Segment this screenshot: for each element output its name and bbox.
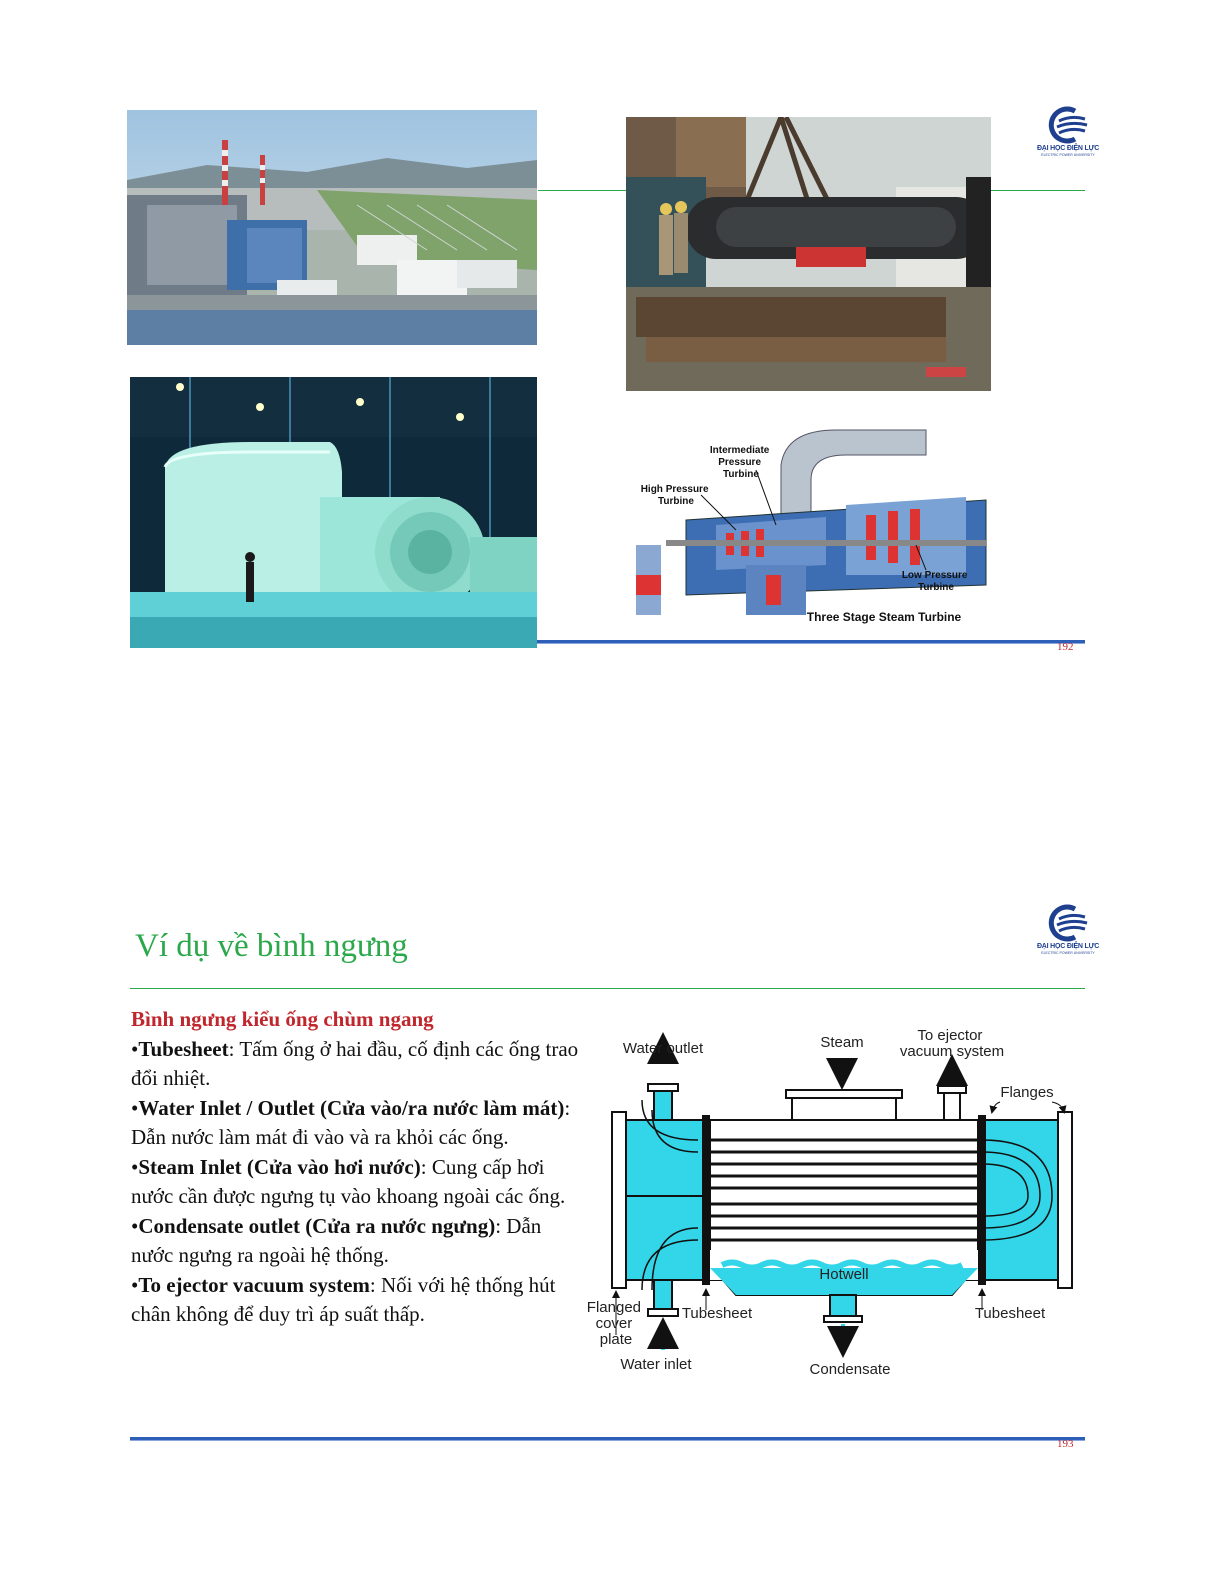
list-item: •Condensate outlet (Cửa ra nước ngưng): Dẫn nước ngưng ra ngoài hệ thống. (131, 1213, 542, 1267)
label-to-ejector: To ejector vacuum system (899, 1027, 1005, 1060)
turbine-rotor-lifting-photo (626, 117, 991, 391)
label-condensate: Condensate (809, 1361, 891, 1378)
list-item: •Water Inlet / Outlet (Cửa vào/ra nước làm mát): Dẫn nước làm mát đi vào và ra khỏi các ống. (131, 1095, 571, 1149)
power-plant-aerial-photo (127, 110, 537, 345)
header-rule-segment (990, 190, 1085, 191)
turbine-caption: Three Stage Steam Turbine (806, 610, 962, 624)
page-number: 193 (1057, 1438, 1074, 1450)
logo-subtitle: ELECTRIC POWER UNIVERSITY (1041, 951, 1095, 955)
university-logo-icon (1045, 903, 1091, 943)
list-item: •Steam Inlet (Cửa vào hơi nước): Cung cấp hơi nước cần được ngưng tụ vào khoang ngoài các ống. (131, 1154, 566, 1208)
university-logo (1033, 105, 1103, 158)
generator-hall-photo (130, 377, 537, 648)
slide-193 (0, 880, 1225, 1520)
label-water-outlet: Water outlet (622, 1040, 704, 1057)
list-item: •Tubesheet: Tấm ống ở hai đầu, cố định các ống trao đổi nhiệt. (131, 1036, 579, 1090)
three-stage-steam-turbine-diagram (626, 425, 996, 637)
label-steam: Steam (820, 1034, 864, 1051)
label-hotwell: Hotwell (819, 1266, 869, 1283)
list-item: •To ejector vacuum system: Nối với hệ thống hút chân không để duy trì áp suất thấp. (131, 1272, 556, 1326)
header-rule (130, 988, 1085, 989)
label-high-pressure: High Pressure Turbine (640, 484, 709, 507)
condenser-description (131, 1005, 586, 1330)
label-flanged-cover-plate: Flanged cover plate (586, 1299, 642, 1348)
slide-title: Ví dụ về bình ngưng (135, 928, 408, 964)
label-tubesheet-left: Tubesheet (681, 1305, 753, 1322)
section-heading: Bình ngưng kiểu ống chùm ngang (131, 1007, 434, 1031)
logo-name: ĐẠI HỌC ĐIỆN LỰC (1036, 943, 1100, 950)
footer-rule (537, 640, 1085, 644)
label-flanges: Flanges (1000, 1084, 1054, 1101)
label-water-inlet: Water inlet (620, 1356, 692, 1373)
label-intermediate-pressure: Intermediate Pressure Turbine (709, 445, 770, 480)
header-rule-segment (538, 190, 626, 191)
university-logo (1033, 903, 1103, 956)
logo-subtitle: ELECTRIC POWER UNIVERSITY (1041, 153, 1095, 157)
label-tubesheet-right: Tubesheet (974, 1305, 1046, 1322)
slide-192 (0, 0, 1225, 700)
footer-rule (130, 1437, 1085, 1441)
label-low-pressure: Low Pressure Turbine (901, 570, 968, 593)
condenser-diagram (582, 1020, 1092, 1390)
logo-name: ĐẠI HỌC ĐIỆN LỰC (1036, 145, 1100, 152)
university-logo-icon (1045, 105, 1091, 145)
page-number: 192 (1057, 641, 1074, 653)
